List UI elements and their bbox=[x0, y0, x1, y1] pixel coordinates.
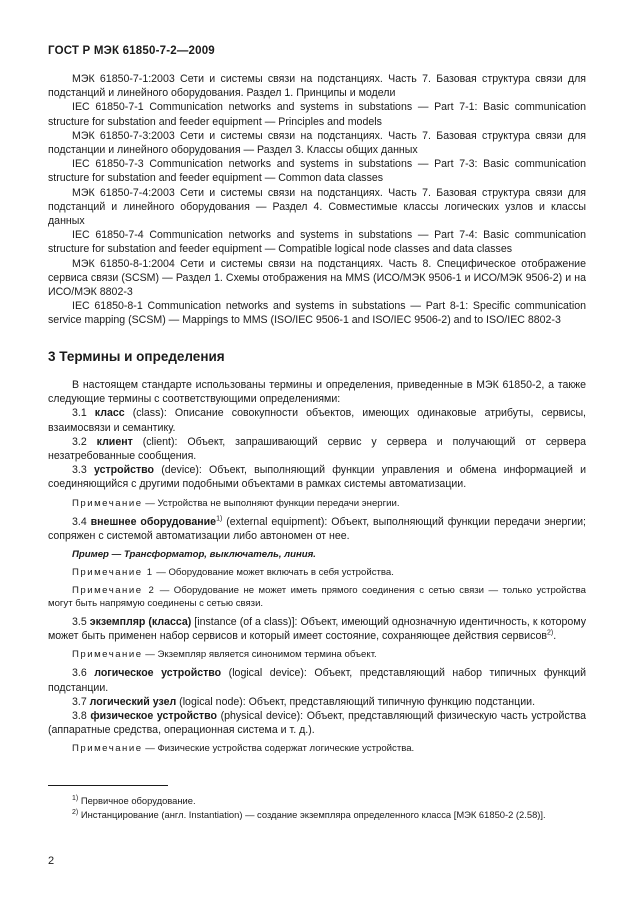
term-3-2: 3.2 клиент (client): Объект, запрашивающий сервис у сервера и получающий от сервера незатребованные сообщения. bbox=[48, 435, 587, 463]
footnotes bbox=[48, 794, 586, 821]
section-title: 3 Термины и определения bbox=[48, 349, 225, 364]
term-3-6: 3.6 логическое устройство (logical device): Объект, представляющий набор типичных функций подстанции. bbox=[48, 667, 586, 694]
reference-ru: МЭК 61850-7-1:2003 Сети и системы связи на подстанциях. Часть 7. Базовая структура связи для подстанций и линейного оборудования. Раздел 1. Принципы и модели bbox=[48, 73, 586, 100]
reference-ru: МЭК 61850-8-1:2004 Сети и системы связи на подстанциях. Часть 8. Специфическое отображение сервиса связи (SCSM) — Раздел 1. Схемы отображения на MMS (ИСО/МЭК 9506-1 и ИСО/МЭК 9506-2) и на ИСО/МЭК 8802-3 bbox=[48, 257, 586, 299]
reference-ru: МЭК 61850-7-4:2003 Сети и системы связи на подстанциях. Часть 7. Базовая структура связи для подстанций и линейного оборудования — Раздел 4. Совместимые классы логических узлов и классы данных bbox=[48, 186, 586, 228]
page-number: 2 bbox=[48, 855, 55, 867]
example: Пример — Трансформатор, выключатель, линия. bbox=[72, 549, 316, 561]
reference-en: IEC 61850-7-1 Communication networks and systems in substations — Part 7-1: Basic communication structure for substation and feeder equipment — Principles and models bbox=[48, 101, 586, 128]
term-3-4: 3.4 внешнее оборудование$^{1)}$ (external equipment): Объект, выполняющий функции передачи энергии; сопряжен с системой автоматизации либо автономен от нее. bbox=[48, 515, 586, 542]
footnote: $^{2)}$ Инстанцирование (англ. Instantiation) — создание экземпляра определенного класса [МЭК 61850-2 (2.58)]. bbox=[72, 808, 546, 820]
document-header: ГОСТ Р МЭК 61850-7-2—2009 bbox=[48, 45, 215, 57]
reference-en: IEC 61850-7-3 Communication networks and systems in substations — Part 7-3: Basic communication structure for substation and feeder equipment — Common data classes bbox=[48, 158, 586, 185]
reference-ru: МЭК 61850-7-3:2003 Сети и системы связи на подстанциях. Часть 7. Базовая структура связи для подстанции и линейного оборудования — Раздел 3. Классы общих данных bbox=[48, 129, 586, 157]
reference-en: IEC 61850-8-1 Communication networks and systems in substations — Part 8-1: Specific communication service mapping (SCSM) — Mappings to MMS (ISO/IEC 9506-1 and ISO/IEC 9506-2) and to ISO/IEC 8802-3 bbox=[48, 300, 586, 327]
note: Примечание — Физические устройства содержат логические устройства. bbox=[72, 743, 415, 755]
footnote: $^{1)}$ Первичное оборудование. bbox=[72, 794, 196, 806]
term-3-3: 3.3 устройство (device): Объект, выполняющий функции управления и обмена информацией и соединяющийся с другими подобными объектами в рамках системы автоматизации. bbox=[48, 464, 586, 491]
term-3-5: 3.5 экземпляр (класса) [instance (of a class)]: Объект, имеющий однозначную идентичность, к которому может быть применен набор сервисов и который имеет состояние, сохраняющее действия сервисов$^{2)}$. bbox=[48, 616, 586, 643]
note: Примечание 2 — Оборудование не может иметь прямого соединения с сетью связи — только устройства могут быть напрямую соединены с сетью связи. bbox=[48, 585, 587, 610]
footnote-divider bbox=[48, 785, 168, 786]
section-intro: В настоящем стандарте использованы термины и определения, приведенные в МЭК 61850-2, а также следующие термины с соответствующими определениями: bbox=[48, 379, 586, 406]
note: Примечание — Экземпляр является синонимом термина объект. bbox=[72, 649, 377, 661]
term-3-7: 3.7 логический узел (logical node): Объект, представляющий типичную функцию подстанции. bbox=[72, 695, 536, 708]
term-3-1: 3.1 класс (class): Описание совокупности объектов, имеющих одинаковые атрибуты, сервисы, взаимосвязи и семантику. bbox=[48, 407, 587, 434]
note: Примечание — Устройства не выполняют функции передачи энергии. bbox=[72, 497, 400, 509]
reference-en: IEC 61850-7-4 Communication networks and systems in substations — Part 7-4: Basic communication structure for substation and feeder equipment — Compatible logical node classes and data classes bbox=[48, 229, 586, 256]
term-3-8: 3.8 физическое устройство (physical device): Объект, представляющий физическую часть устройства (аппаратные средства, операционная система и т. д.). bbox=[48, 710, 586, 737]
terms-section bbox=[48, 378, 586, 755]
note: Примечание 1 — Оборудование может включать в себя устройства. bbox=[72, 567, 394, 579]
normative-references bbox=[48, 72, 586, 328]
